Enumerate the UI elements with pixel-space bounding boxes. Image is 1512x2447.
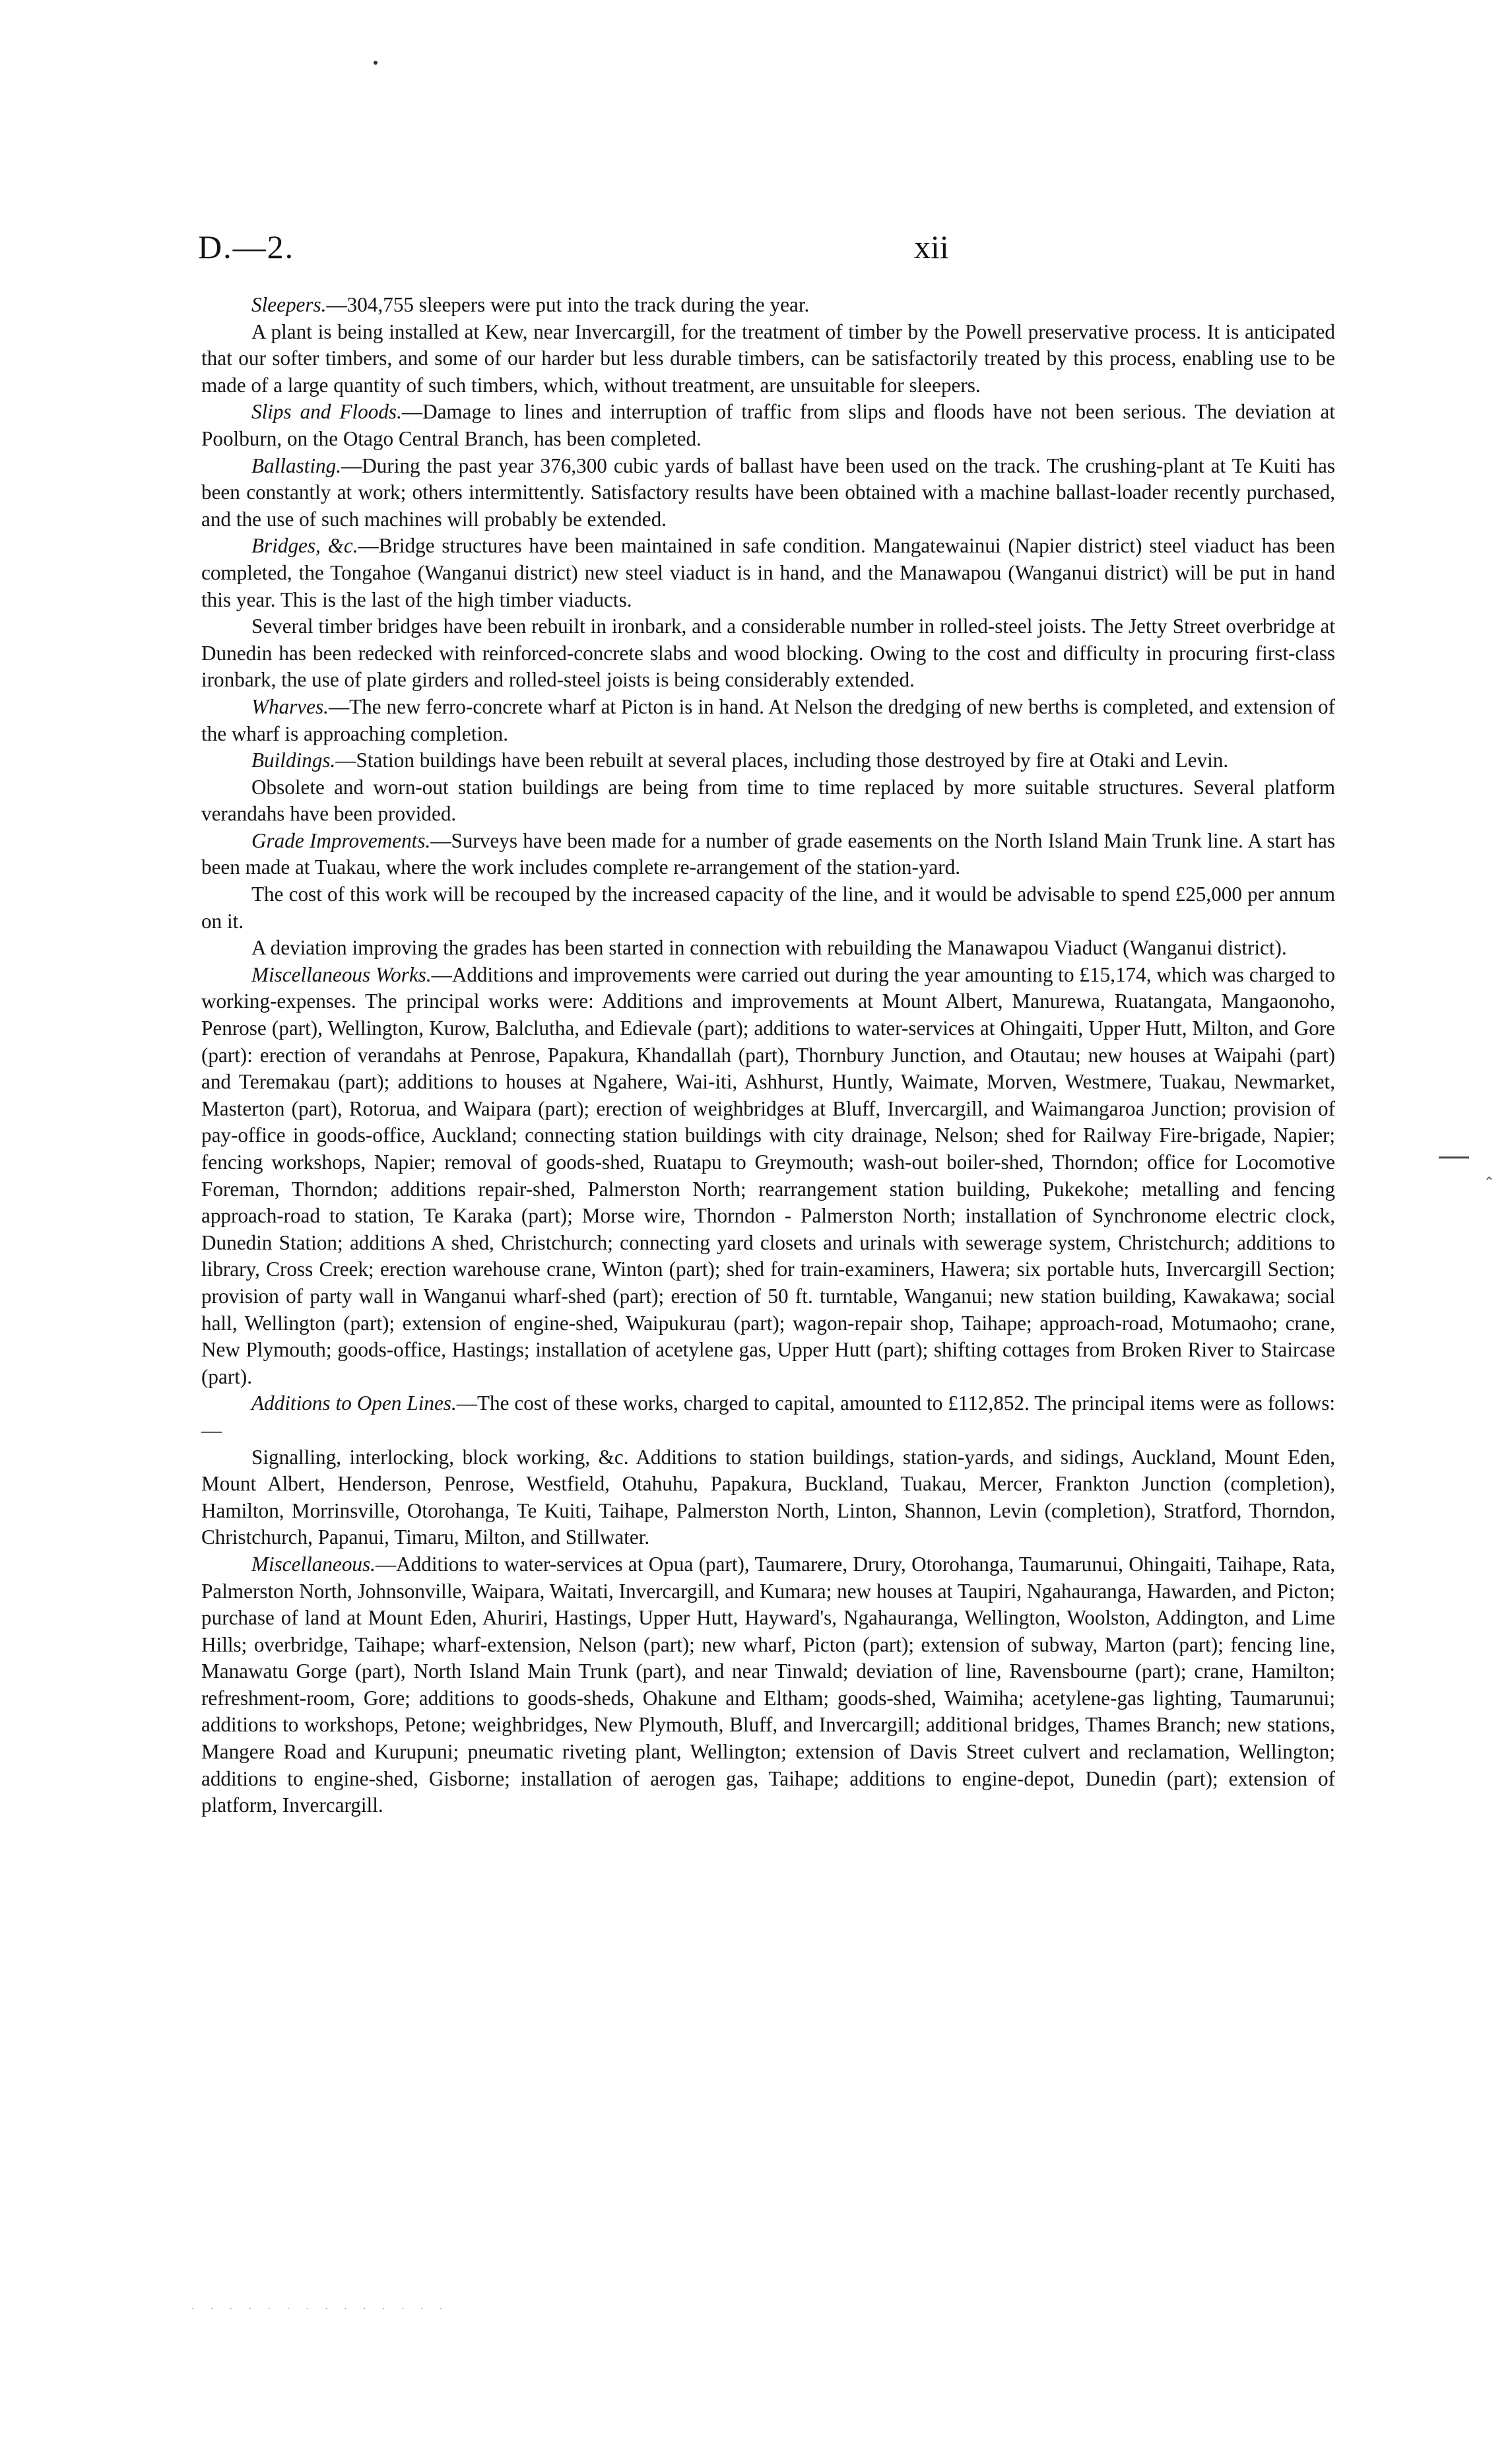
paragraph-grade-improvements <box>201 828 1335 881</box>
page-header <box>198 228 1327 274</box>
paragraph-text: —Bridge structures have been maintained in safe condition. Mangatewainui (Napier district) steel viaduct has been completed, the Tongahoe (Wanganui district) new steel viaduct is in hand, and the Manawapou (Wanganui district) will be put in hand this year. This is the last of the high timber viaducts. <box>201 534 1335 611</box>
page-number: xii <box>914 228 949 265</box>
paragraph-lead: Ballasting. <box>251 453 342 477</box>
paragraph-signalling <box>201 1444 1335 1551</box>
paragraph-obsolete-buildings <box>201 774 1335 828</box>
scan-noise-footer: · · · · · · · · · · · · · · <box>191 2304 449 2314</box>
paragraph-lead: Bridges, &c. <box>251 534 358 558</box>
paragraph-text: —Station buildings have been rebuilt at several places, including those destroyed by fire at Otaki and Levin. <box>335 749 1229 772</box>
paragraph-deviation <box>201 935 1335 962</box>
paragraph-ballasting <box>201 453 1335 533</box>
paragraph-miscellaneous <box>201 1551 1335 1819</box>
paragraph-grade-cost <box>201 881 1335 935</box>
paragraph-buildings <box>201 747 1335 774</box>
paragraph-lead: Miscellaneous. <box>251 1552 376 1576</box>
report-body <box>201 292 1335 1819</box>
paragraph-text: —Additions and improvements were carried out during the year amounting to £15,174, which was charged to working-expenses. The principal works were: Additions and improvements at Mount Albert, Manurewa, Ruatangata, Mangaonoho, Penrose (part), Wellington, Kurow, Balclutha, and Edievale (part); additions to water-services at Ohingaiti, Upper Hutt, Milton, and Gore (part): erection of verandahs at Penrose, Papakura, Khandallah (part), Thornbury Junction, and Otautau; new houses at Waipahi (part) and Teremakau (part); additions to houses at Ngahere, Wai-iti, Ashhurst, Huntly, Waimate, Morven, Westmere, Tuakau, Newmarket, Masterton (part), Rotorua, and Waipara (part); erection of weighbridges at Bluff, Invercargill, and Waimangaroa Junction; provision of pay-office in goods-office, Auckland; connecting station buildings with city drainage, Nelson; shed for Railway Fire-brigade, Napier; fencing workshops, Napier; removal of goods-shed, Ruatapu to Greymouth; wash-out boiler-shed, Thorndon; office for Locomotive Foreman, Thorndon; additions repair-shed, Palmerston North; rearrangement station building, Pukekohe; metalling and fencing approach-road to station, Te Karaka (part); Morse wire, Thorndon - Palmerston North; installation of Synchronome electric clock, Dunedin Station; additions A shed, Christchurch; connecting yard closets and urinals with sewerage system, Christchurch; additions to library, Cross Creek; erection warehouse crane, Winton (part); shed for train-examiners, Hawera; six portable huts, Invercargill Section; provision of party wall in Wanganui wharf-shed (part); erection of 50 ft. turntable, Wanganui; new station building, Kawakawa; social hall, Wellington (part); extension of engine-shed, Waipukurau (part); wagon-repair shop, Taihape; approach-road, Motumaoho; crane, New Plymouth; goods-office, Hastings; installation of acetylene gas, Upper Hutt (part); shifting cottages from Broken River to Staircase (part). <box>201 962 1336 1388</box>
paragraph-slips-floods <box>201 399 1335 452</box>
paragraph-text: Signalling, interlocking, block working, &c. Additions to station buildings, station-yards, and sidings, Auckland, Mount Eden, Mount Albert, Henderson, Penrose, Westfield, Otahuhu, Papakura, Buckland, Tuakau, Mercer, Frankton Junction (completion), Hamilton, Morrinsville, Otorohanga, Te Kuiti, Taihape, Palmerston North, Linton, Shannon, Levin (completion), Stratford, Thorndon, Christchurch, Papanui, Timaru, Milton, and Stillwater. <box>201 1445 1335 1549</box>
paragraph-kew-plant <box>201 319 1335 399</box>
margin-dash-mark <box>1439 1156 1469 1158</box>
paragraph-lead: Grade Improvements. <box>251 828 431 852</box>
paragraph-text: —Additions to water-services at Opua (part), Taumarere, Drury, Otorohanga, Taumarunui, Ohingaiti, Taihape, Rata, Palmerston North, Johnsonville, Waipara, Waitati, Invercargill, and Kumara; new houses at Taupiri, Ngahauranga, Hawarden, and Picton; purchase of land at Mount Eden, Ahuriri, Hastings, Upper Hutt, Hayward's, Ngahauranga, Wellington, Woolston, Addington, and Lime Hills; overbridge, Taihape; wharf-extension, Nelson (part); new wharf, Picton (part); extension of subway, Marton (part); fencing line, Manawatu Gorge (part), North Island Main Trunk (part), and near Tinwald; deviation of line, Ravensbourne (part); crane, Hamilton; refreshment-room, Gore; additions to goods-sheds, Ohakune and Eltham; goods-shed, Waimiha; acetylene-gas lighting, Taumarunui; additions to workshops, Petone; weighbridges, New Plymouth, Bluff, and Invercargill; additional bridges, Thames Branch; new stations, Mangere Road and Kurupuni; pneumatic riveting plant, Wellington; extension of Davis Street culvert and reclamation, Wellington; additions to engine-shed, Gisborne; installation of aerogen gas, Taihape; additions to engine-depot, Dunedin (part); extension of platform, Invercargill. <box>201 1552 1335 1817</box>
paragraph-text: —The cost of these works, charged to capital, amounted to £112,852. The principal items were as follows:— <box>201 1391 1335 1442</box>
paragraph-lead: Miscellaneous Works. <box>251 962 432 986</box>
paragraph-additions-open-lines <box>201 1390 1335 1444</box>
paragraph-text: A plant is being installed at Kew, near Invercargill, for the treatment of timber by the Powell preservative process. It is anticipated that our softer timbers, and some of our harder but less durable timbers, can be satisfactorily treated by this process, enabling use to be made of a large quantity of such timbers, which, without treatment, are unsuitable for sleepers. <box>201 319 1335 397</box>
paragraph-text: Several timber bridges have been rebuilt in ironbark, and a considerable number in rolled-steel joists. The Jetty Street overbridge at Dunedin has been redecked with reinforced-concrete slabs and wood blocking. Owing to the cost and difficulty in procuring first-class ironbark, the use of plate girders and rolled-steel joists is being considerably extended. <box>201 615 1335 692</box>
paragraph-lead: Sleepers. <box>251 293 327 316</box>
paragraph-text: Obsolete and worn-out station buildings are being from time to time replaced by more suitable structures. Several platform verandahs have been provided. <box>201 775 1335 826</box>
paragraph-timber-bridges <box>201 613 1335 694</box>
paragraph-text: The cost of this work will be recouped by the increased capacity of the line, and it would be advisable to spend £25,000 per annum on it. <box>201 883 1335 933</box>
margin-caret-mark: ⌃ <box>1484 1174 1495 1190</box>
document-reference: D.—2. <box>198 228 295 265</box>
paragraph-text: A deviation improving the grades has been started in connection with rebuilding the Manawapou Viaduct (Wanganui district). <box>251 936 1287 960</box>
paragraph-bridges <box>201 533 1335 613</box>
paragraph-wharves <box>201 694 1335 747</box>
paragraph-lead: Additions to Open Lines. <box>251 1391 457 1415</box>
scan-speck <box>374 61 378 65</box>
paragraph-sleepers <box>201 292 1335 319</box>
paragraph-miscellaneous-works <box>201 962 1335 1391</box>
paragraph-text: —304,755 sleepers were put into the track during the year. <box>326 293 810 316</box>
paragraph-text: —During the past year 376,300 cubic yards of ballast have been used on the track. The crushing-plant at Te Kuiti has been constantly at work; others intermittently. Satisfactory results have been obtained with a machine ballast-loader recently purchased, and the use of such machines will probably be extended. <box>201 453 1335 531</box>
paragraph-lead: Wharves. <box>251 694 329 718</box>
paragraph-lead: Slips and Floods. <box>251 400 402 424</box>
paragraph-lead: Buildings. <box>251 749 336 772</box>
paragraph-text: —Surveys have been made for a number of grade easements on the North Island Main Trunk line. A start has been made at Tuakau, where the work includes complete re-arrangement of the station-yard. <box>201 828 1335 879</box>
paragraph-text: —Damage to lines and interruption of traffic from slips and floods have not been serious. The deviation at Poolburn, on the Otago Central Branch, has been completed. <box>201 400 1335 450</box>
paragraph-text: —The new ferro-concrete wharf at Picton is in hand. At Nelson the dredging of new berths is completed, and extension of the wharf is approaching completion. <box>201 694 1335 745</box>
